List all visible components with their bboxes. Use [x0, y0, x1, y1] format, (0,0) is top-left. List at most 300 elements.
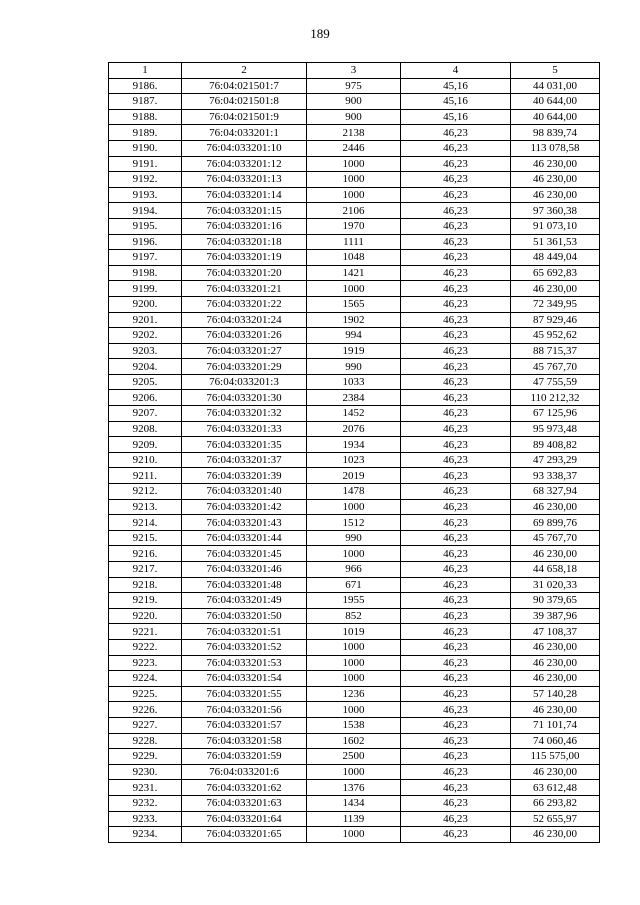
- rate-cell: 46,23: [401, 827, 511, 843]
- area-cell: 966: [307, 562, 401, 578]
- cadastral-number-cell: 76:04:033201:65: [182, 827, 307, 843]
- rate-cell: 46,23: [401, 359, 511, 375]
- rate-cell: 46,23: [401, 187, 511, 203]
- value-cell: 45 952,62: [511, 328, 600, 344]
- area-cell: 1000: [307, 187, 401, 203]
- row-number-cell: 9220.: [109, 608, 182, 624]
- rate-cell: 46,23: [401, 374, 511, 390]
- row-number-cell: 9225.: [109, 686, 182, 702]
- rate-cell: 46,23: [401, 795, 511, 811]
- table-row: [109, 437, 600, 453]
- cadastral-number-cell: 76:04:033201:13: [182, 172, 307, 188]
- table-row: [109, 218, 600, 234]
- rate-cell: 46,23: [401, 296, 511, 312]
- area-cell: 1236: [307, 686, 401, 702]
- value-cell: 90 379,65: [511, 593, 600, 609]
- area-cell: 1000: [307, 546, 401, 562]
- area-cell: 1000: [307, 702, 401, 718]
- cadastral-number-cell: 76:04:033201:1: [182, 125, 307, 141]
- cadastral-number-cell: 76:04:033201:27: [182, 343, 307, 359]
- cadastral-number-cell: 76:04:033201:3: [182, 374, 307, 390]
- row-number-cell: 9191.: [109, 156, 182, 172]
- area-cell: 1565: [307, 296, 401, 312]
- rate-cell: 46,23: [401, 172, 511, 188]
- rate-cell: 46,23: [401, 265, 511, 281]
- area-cell: 1376: [307, 780, 401, 796]
- value-cell: 46 230,00: [511, 702, 600, 718]
- page-number: 189: [310, 26, 330, 41]
- rate-cell: 46,23: [401, 140, 511, 156]
- table-row: [109, 312, 600, 328]
- rate-cell: 46,23: [401, 328, 511, 344]
- row-number-cell: 9189.: [109, 125, 182, 141]
- area-cell: 1033: [307, 374, 401, 390]
- area-cell: 990: [307, 359, 401, 375]
- value-cell: 46 230,00: [511, 546, 600, 562]
- rate-cell: 46,23: [401, 671, 511, 687]
- rate-cell: 46,23: [401, 515, 511, 531]
- area-cell: 2446: [307, 140, 401, 156]
- cadastral-number-cell: 76:04:033201:64: [182, 811, 307, 827]
- area-cell: 1000: [307, 172, 401, 188]
- table-row: [109, 499, 600, 515]
- row-number-cell: 9196.: [109, 234, 182, 250]
- rate-cell: 46,23: [401, 125, 511, 141]
- area-cell: 975: [307, 78, 401, 94]
- row-number-cell: 9227.: [109, 717, 182, 733]
- row-number-cell: 9231.: [109, 780, 182, 796]
- rate-cell: 46,23: [401, 437, 511, 453]
- row-number-cell: 9194.: [109, 203, 182, 219]
- row-number-cell: 9188.: [109, 109, 182, 125]
- value-cell: 87 929,46: [511, 312, 600, 328]
- rate-cell: 46,23: [401, 593, 511, 609]
- rate-cell: 46,23: [401, 468, 511, 484]
- rate-cell: 46,23: [401, 733, 511, 749]
- area-cell: 1000: [307, 671, 401, 687]
- cadastral-number-cell: 76:04:033201:19: [182, 250, 307, 266]
- row-number-cell: 9230.: [109, 764, 182, 780]
- cadastral-number-cell: 76:04:033201:26: [182, 328, 307, 344]
- rate-cell: 46,23: [401, 390, 511, 406]
- table-row: [109, 515, 600, 531]
- cadastral-number-cell: 76:04:033201:15: [182, 203, 307, 219]
- cadastral-number-cell: 76:04:033201:6: [182, 764, 307, 780]
- value-cell: 46 230,00: [511, 156, 600, 172]
- rate-cell: 46,23: [401, 717, 511, 733]
- rate-cell: 46,23: [401, 218, 511, 234]
- table-row: [109, 187, 600, 203]
- cadastral-number-cell: 76:04:021501:7: [182, 78, 307, 94]
- value-cell: 110 212,32: [511, 390, 600, 406]
- area-cell: 1452: [307, 406, 401, 422]
- area-cell: 900: [307, 109, 401, 125]
- area-cell: 1955: [307, 593, 401, 609]
- value-cell: 95 973,48: [511, 421, 600, 437]
- rate-cell: 46,23: [401, 655, 511, 671]
- value-cell: 46 230,00: [511, 764, 600, 780]
- value-cell: 40 644,00: [511, 109, 600, 125]
- row-number-cell: 9206.: [109, 390, 182, 406]
- area-cell: 2019: [307, 468, 401, 484]
- rate-cell: 46,23: [401, 624, 511, 640]
- value-cell: 45 767,70: [511, 530, 600, 546]
- value-cell: 40 644,00: [511, 94, 600, 110]
- value-cell: 97 360,38: [511, 203, 600, 219]
- registry-table: [108, 62, 600, 843]
- cadastral-number-cell: 76:04:033201:50: [182, 608, 307, 624]
- rate-cell: 46,23: [401, 203, 511, 219]
- rate-cell: 46,23: [401, 421, 511, 437]
- cadastral-number-cell: 76:04:033201:63: [182, 795, 307, 811]
- value-cell: 47 108,37: [511, 624, 600, 640]
- row-number-cell: 9187.: [109, 94, 182, 110]
- row-number-cell: 9224.: [109, 671, 182, 687]
- rate-cell: 46,23: [401, 749, 511, 765]
- area-cell: 2138: [307, 125, 401, 141]
- table-row: [109, 343, 600, 359]
- column-header: 3: [307, 63, 401, 79]
- row-number-cell: 9210.: [109, 452, 182, 468]
- row-number-cell: 9212.: [109, 484, 182, 500]
- table-row: [109, 811, 600, 827]
- value-cell: 93 338,37: [511, 468, 600, 484]
- rate-cell: 46,23: [401, 250, 511, 266]
- table-row: [109, 624, 600, 640]
- value-cell: 71 101,74: [511, 717, 600, 733]
- rate-cell: 45,16: [401, 94, 511, 110]
- area-cell: 1019: [307, 624, 401, 640]
- value-cell: 115 575,00: [511, 749, 600, 765]
- table-row: [109, 562, 600, 578]
- row-number-cell: 9198.: [109, 265, 182, 281]
- table-row: [109, 78, 600, 94]
- cadastral-number-cell: 76:04:033201:52: [182, 639, 307, 655]
- area-cell: 2500: [307, 749, 401, 765]
- column-header: 1: [109, 63, 182, 79]
- value-cell: 51 361,53: [511, 234, 600, 250]
- row-number-cell: 9215.: [109, 530, 182, 546]
- area-cell: 2384: [307, 390, 401, 406]
- value-cell: 57 140,28: [511, 686, 600, 702]
- row-number-cell: 9195.: [109, 218, 182, 234]
- row-number-cell: 9216.: [109, 546, 182, 562]
- table-row: [109, 172, 600, 188]
- value-cell: 66 293,82: [511, 795, 600, 811]
- header-row: [109, 63, 600, 79]
- cadastral-number-cell: 76:04:033201:32: [182, 406, 307, 422]
- row-number-cell: 9192.: [109, 172, 182, 188]
- cadastral-number-cell: 76:04:033201:10: [182, 140, 307, 156]
- cadastral-number-cell: 76:04:033201:24: [182, 312, 307, 328]
- table-row: [109, 655, 600, 671]
- cadastral-number-cell: 76:04:033201:62: [182, 780, 307, 796]
- cadastral-number-cell: 76:04:033201:44: [182, 530, 307, 546]
- rate-cell: 46,23: [401, 312, 511, 328]
- row-number-cell: 9234.: [109, 827, 182, 843]
- row-number-cell: 9207.: [109, 406, 182, 422]
- value-cell: 72 349,95: [511, 296, 600, 312]
- rate-cell: 46,23: [401, 764, 511, 780]
- cadastral-number-cell: 76:04:033201:49: [182, 593, 307, 609]
- table-row: [109, 593, 600, 609]
- area-cell: 1000: [307, 156, 401, 172]
- value-cell: 39 387,96: [511, 608, 600, 624]
- rate-cell: 45,16: [401, 78, 511, 94]
- table-row: [109, 733, 600, 749]
- value-cell: 74 060,46: [511, 733, 600, 749]
- row-number-cell: 9229.: [109, 749, 182, 765]
- row-number-cell: 9211.: [109, 468, 182, 484]
- rate-cell: 46,23: [401, 499, 511, 515]
- rate-cell: 46,23: [401, 608, 511, 624]
- cadastral-number-cell: 76:04:033201:56: [182, 702, 307, 718]
- rate-cell: 46,23: [401, 234, 511, 250]
- value-cell: 48 449,04: [511, 250, 600, 266]
- value-cell: 68 327,94: [511, 484, 600, 500]
- table-row: [109, 639, 600, 655]
- area-cell: 994: [307, 328, 401, 344]
- column-header: 4: [401, 63, 511, 79]
- table-row: [109, 468, 600, 484]
- cadastral-number-cell: 76:04:033201:48: [182, 577, 307, 593]
- cadastral-number-cell: 76:04:033201:45: [182, 546, 307, 562]
- value-cell: 46 230,00: [511, 499, 600, 515]
- area-cell: 1000: [307, 655, 401, 671]
- row-number-cell: 9213.: [109, 499, 182, 515]
- table-row: [109, 795, 600, 811]
- value-cell: 46 230,00: [511, 172, 600, 188]
- row-number-cell: 9217.: [109, 562, 182, 578]
- row-number-cell: 9199.: [109, 281, 182, 297]
- area-cell: 2076: [307, 421, 401, 437]
- table-row: [109, 109, 600, 125]
- value-cell: 44 658,18: [511, 562, 600, 578]
- rate-cell: 46,23: [401, 484, 511, 500]
- table-row: [109, 359, 600, 375]
- rate-cell: 46,23: [401, 452, 511, 468]
- table-row: [109, 281, 600, 297]
- cadastral-number-cell: 76:04:033201:59: [182, 749, 307, 765]
- value-cell: 98 839,74: [511, 125, 600, 141]
- cadastral-number-cell: 76:04:033201:54: [182, 671, 307, 687]
- table-row: [109, 764, 600, 780]
- cadastral-number-cell: 76:04:033201:22: [182, 296, 307, 312]
- area-cell: 1434: [307, 795, 401, 811]
- area-cell: 1000: [307, 764, 401, 780]
- cadastral-number-cell: 76:04:033201:51: [182, 624, 307, 640]
- cadastral-number-cell: 76:04:033201:46: [182, 562, 307, 578]
- cadastral-number-cell: 76:04:033201:14: [182, 187, 307, 203]
- rate-cell: 46,23: [401, 702, 511, 718]
- row-number-cell: 9204.: [109, 359, 182, 375]
- value-cell: 65 692,83: [511, 265, 600, 281]
- area-cell: 1934: [307, 437, 401, 453]
- cadastral-number-cell: 76:04:021501:8: [182, 94, 307, 110]
- value-cell: 89 408,82: [511, 437, 600, 453]
- row-number-cell: 9232.: [109, 795, 182, 811]
- row-number-cell: 9214.: [109, 515, 182, 531]
- area-cell: 2106: [307, 203, 401, 219]
- table-row: [109, 827, 600, 843]
- value-cell: 113 078,58: [511, 140, 600, 156]
- value-cell: 46 230,00: [511, 639, 600, 655]
- table-row: [109, 702, 600, 718]
- table-row: [109, 608, 600, 624]
- value-cell: 67 125,96: [511, 406, 600, 422]
- value-cell: 46 230,00: [511, 827, 600, 843]
- cadastral-number-cell: 76:04:033201:18: [182, 234, 307, 250]
- value-cell: 31 020,33: [511, 577, 600, 593]
- cadastral-number-cell: 76:04:033201:39: [182, 468, 307, 484]
- cadastral-number-cell: 76:04:033201:40: [182, 484, 307, 500]
- area-cell: 852: [307, 608, 401, 624]
- row-number-cell: 9208.: [109, 421, 182, 437]
- cadastral-number-cell: 76:04:033201:12: [182, 156, 307, 172]
- area-cell: 1478: [307, 484, 401, 500]
- value-cell: 63 612,48: [511, 780, 600, 796]
- area-cell: 1139: [307, 811, 401, 827]
- rate-cell: 46,23: [401, 780, 511, 796]
- table-row: [109, 125, 600, 141]
- area-cell: 1902: [307, 312, 401, 328]
- area-cell: 1000: [307, 639, 401, 655]
- value-cell: 69 899,76: [511, 515, 600, 531]
- row-number-cell: 9209.: [109, 437, 182, 453]
- table-row: [109, 717, 600, 733]
- table-row: [109, 530, 600, 546]
- row-number-cell: 9197.: [109, 250, 182, 266]
- row-number-cell: 9218.: [109, 577, 182, 593]
- rate-cell: 46,23: [401, 811, 511, 827]
- table-row: [109, 452, 600, 468]
- rate-cell: 46,23: [401, 343, 511, 359]
- rate-cell: 46,23: [401, 639, 511, 655]
- row-number-cell: 9200.: [109, 296, 182, 312]
- table-row: [109, 546, 600, 562]
- area-cell: 1000: [307, 281, 401, 297]
- area-cell: 1000: [307, 827, 401, 843]
- row-number-cell: 9202.: [109, 328, 182, 344]
- value-cell: 47 755,59: [511, 374, 600, 390]
- table-row: [109, 390, 600, 406]
- table-row: [109, 780, 600, 796]
- cadastral-number-cell: 76:04:033201:20: [182, 265, 307, 281]
- table-row: [109, 671, 600, 687]
- table-row: [109, 250, 600, 266]
- rate-cell: 46,23: [401, 281, 511, 297]
- row-number-cell: 9186.: [109, 78, 182, 94]
- area-cell: 1023: [307, 452, 401, 468]
- table-row: [109, 686, 600, 702]
- table-row: [109, 374, 600, 390]
- value-cell: 46 230,00: [511, 187, 600, 203]
- rate-cell: 46,23: [401, 577, 511, 593]
- area-cell: 900: [307, 94, 401, 110]
- table-row: [109, 484, 600, 500]
- value-cell: 91 073,10: [511, 218, 600, 234]
- area-cell: 1970: [307, 218, 401, 234]
- cadastral-number-cell: 76:04:033201:16: [182, 218, 307, 234]
- row-number-cell: 9223.: [109, 655, 182, 671]
- cadastral-number-cell: 76:04:033201:37: [182, 452, 307, 468]
- value-cell: 45 767,70: [511, 359, 600, 375]
- table-row: [109, 234, 600, 250]
- table-row: [109, 406, 600, 422]
- area-cell: 1512: [307, 515, 401, 531]
- cadastral-number-cell: 76:04:021501:9: [182, 109, 307, 125]
- table-body: [109, 78, 600, 842]
- area-cell: 1048: [307, 250, 401, 266]
- rate-cell: 45,16: [401, 109, 511, 125]
- row-number-cell: 9190.: [109, 140, 182, 156]
- area-cell: 1000: [307, 499, 401, 515]
- cadastral-number-cell: 76:04:033201:53: [182, 655, 307, 671]
- table-row: [109, 140, 600, 156]
- value-cell: 47 293,29: [511, 452, 600, 468]
- area-cell: 1602: [307, 733, 401, 749]
- cadastral-number-cell: 76:04:033201:35: [182, 437, 307, 453]
- cadastral-number-cell: 76:04:033201:55: [182, 686, 307, 702]
- value-cell: 52 655,97: [511, 811, 600, 827]
- table-row: [109, 577, 600, 593]
- column-header: 5: [511, 63, 600, 79]
- row-number-cell: 9222.: [109, 639, 182, 655]
- rate-cell: 46,23: [401, 530, 511, 546]
- cadastral-number-cell: 76:04:033201:33: [182, 421, 307, 437]
- area-cell: 990: [307, 530, 401, 546]
- cadastral-number-cell: 76:04:033201:58: [182, 733, 307, 749]
- cadastral-number-cell: 76:04:033201:57: [182, 717, 307, 733]
- cadastral-number-cell: 76:04:033201:43: [182, 515, 307, 531]
- row-number-cell: 9219.: [109, 593, 182, 609]
- rate-cell: 46,23: [401, 406, 511, 422]
- row-number-cell: 9201.: [109, 312, 182, 328]
- table-row: [109, 328, 600, 344]
- row-number-cell: 9228.: [109, 733, 182, 749]
- cadastral-number-cell: 76:04:033201:21: [182, 281, 307, 297]
- table-row: [109, 421, 600, 437]
- row-number-cell: 9233.: [109, 811, 182, 827]
- cadastral-number-cell: 76:04:033201:30: [182, 390, 307, 406]
- value-cell: 46 230,00: [511, 671, 600, 687]
- table-row: [109, 296, 600, 312]
- row-number-cell: 9205.: [109, 374, 182, 390]
- cadastral-number-cell: 76:04:033201:42: [182, 499, 307, 515]
- table-row: [109, 94, 600, 110]
- table-row: [109, 265, 600, 281]
- area-cell: 671: [307, 577, 401, 593]
- value-cell: 46 230,00: [511, 655, 600, 671]
- value-cell: 88 715,37: [511, 343, 600, 359]
- area-cell: 1538: [307, 717, 401, 733]
- area-cell: 1919: [307, 343, 401, 359]
- row-number-cell: 9193.: [109, 187, 182, 203]
- area-cell: 1111: [307, 234, 401, 250]
- rate-cell: 46,23: [401, 562, 511, 578]
- table-row: [109, 749, 600, 765]
- table-row: [109, 156, 600, 172]
- cadastral-number-cell: 76:04:033201:29: [182, 359, 307, 375]
- column-header: 2: [182, 63, 307, 79]
- row-number-cell: 9221.: [109, 624, 182, 640]
- rate-cell: 46,23: [401, 156, 511, 172]
- area-cell: 1421: [307, 265, 401, 281]
- row-number-cell: 9226.: [109, 702, 182, 718]
- value-cell: 46 230,00: [511, 281, 600, 297]
- table-row: [109, 203, 600, 219]
- row-number-cell: 9203.: [109, 343, 182, 359]
